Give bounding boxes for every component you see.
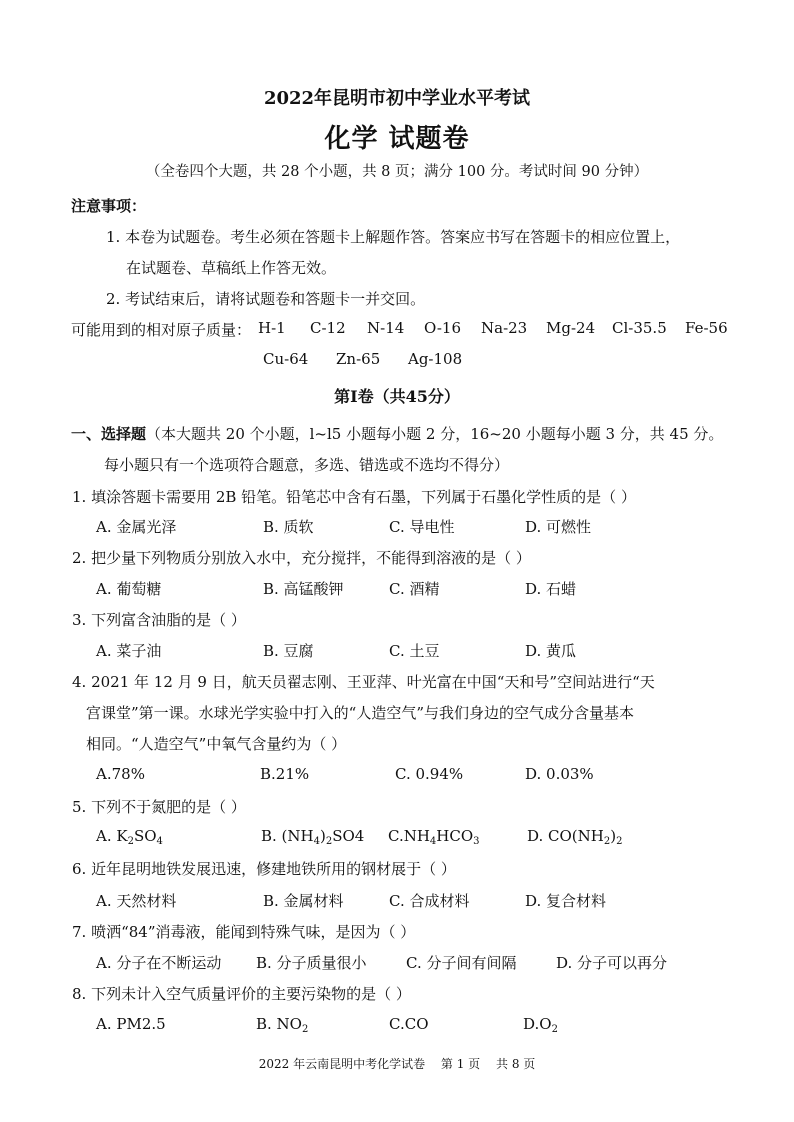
q6-option-b: B. 金属材料 bbox=[263, 892, 344, 910]
question-5-stem: 5. 下列不于氮肥的是（ ） bbox=[72, 798, 246, 816]
q2-option-d: D. 石蜡 bbox=[525, 580, 577, 598]
exam-info: （全卷四个大题，共 28 个小题，共 8 页；满分 100 分。考试时间 90 分钟） bbox=[145, 164, 649, 180]
exam-title: 2022年昆明市初中学业水平考试 bbox=[263, 88, 531, 109]
section-heading bbox=[71, 423, 723, 444]
footer-page-number: 第 1 页 bbox=[440, 1057, 481, 1071]
question-2-stem: 2. 把少量下列物质分别放入水中，充分搅拌，不能得到溶液的是（ ） bbox=[72, 549, 531, 567]
q3-option-c: C. 土豆 bbox=[389, 642, 440, 660]
q7-option-c: C. 分子间有间隔 bbox=[406, 954, 517, 972]
atomic-mass: Cu-64 bbox=[263, 350, 309, 368]
atomic-mass: Ag-108 bbox=[408, 350, 463, 368]
note-item-1-cont: 在试题卷、草稿纸上作答无效。 bbox=[126, 259, 337, 277]
q8-option-a: A. PM2.5 bbox=[96, 1015, 166, 1033]
atomic-mass: Fe-56 bbox=[685, 319, 728, 337]
note-item-1: 1. 本卷为试题卷。考生必须在答题卡上解题作答。答案应书写在答题卡的相应位置上， bbox=[106, 228, 681, 246]
q6-option-a: A. 天然材料 bbox=[96, 892, 177, 910]
section-title: 一、选择题 bbox=[71, 425, 147, 443]
notes-heading: 注意事项： bbox=[71, 197, 147, 215]
note-item-2: 2. 考试结束后，请将试题卷和答题卡一并交回。 bbox=[106, 290, 426, 308]
q1-option-a: A. 金属光泽 bbox=[96, 518, 177, 536]
q8-option-c: C.CO bbox=[389, 1015, 429, 1033]
question-1-stem: 1. 填涂答题卡需要用 2B 铅笔。铅笔芯中含有石墨，下列属于石墨化学性质的是（ ） bbox=[72, 488, 636, 506]
atomic-mass: O-16 bbox=[424, 319, 462, 337]
part-heading: 第Ⅰ卷（共45分） bbox=[334, 387, 460, 406]
q2-option-c: C. 酒精 bbox=[389, 580, 440, 598]
q4-option-c: C. 0.94% bbox=[395, 765, 464, 783]
q5-option-a: A. $K_2SO_4$ bbox=[96, 827, 163, 847]
q1-option-c: C. 导电性 bbox=[389, 518, 455, 536]
question-4-stem-cont: 宫课堂”第一课。水球光学实验中打入的“人造空气”与我们身边的空气成分含量基本 bbox=[86, 704, 635, 722]
question-6-stem: 6. 近年昆明地铁发展迅速，修建地铁所用的钢材展于（ ） bbox=[72, 860, 456, 878]
q7-option-b: B. 分子质量很小 bbox=[256, 954, 367, 972]
atomic-mass: C-12 bbox=[310, 319, 346, 337]
q4-option-b: B.21% bbox=[260, 765, 310, 783]
question-4-stem-cont: 相同。“人造空气”中氧气含量约为（ ） bbox=[86, 735, 347, 753]
atomic-mass: Na-23 bbox=[481, 319, 528, 337]
atomic-mass-label: 可能用到的相对原子质量： bbox=[71, 321, 252, 339]
q5-option-b: B. $(NH_4)_2SO4$ bbox=[261, 827, 365, 847]
q7-option-a: A. 分子在不断运动 bbox=[96, 954, 222, 972]
q4-option-a: A.78% bbox=[96, 765, 145, 783]
question-8-stem: 8. 下列未计入空气质量评价的主要污染物的是（ ） bbox=[72, 985, 411, 1003]
q1-option-b: B. 质软 bbox=[263, 518, 314, 536]
section-desc-cont: 每小题只有一个选项符合题意，多选、错选或不选均不得分） bbox=[104, 456, 510, 474]
q2-option-b: B. 高锰酸钾 bbox=[263, 580, 344, 598]
q1-option-d: D. 可燃性 bbox=[525, 518, 592, 536]
q3-option-d: D. 黄瓜 bbox=[525, 642, 577, 660]
q3-option-b: B. 豆腐 bbox=[263, 642, 314, 660]
subject-title: 化学 试题卷 bbox=[324, 124, 470, 154]
question-7-stem: 7. 喷洒“84”消毒液，能闻到特殊气味，是因为（ ） bbox=[72, 923, 416, 941]
atomic-mass: Mg-24 bbox=[546, 319, 596, 337]
atomic-mass: Cl-35.5 bbox=[612, 319, 667, 337]
atomic-mass: N-14 bbox=[367, 319, 405, 337]
q6-option-c: C. 合成材料 bbox=[389, 892, 470, 910]
q6-option-d: D. 复合材料 bbox=[525, 892, 607, 910]
question-4-stem: 4. 2021 年 12 月 9 日，航天员翟志刚、王亚萍、叶光富在中国“天和号”空间站进行“天 bbox=[72, 673, 655, 691]
footer-doc-title: 2022 年云南昆明中考化学试卷 bbox=[258, 1057, 426, 1071]
q5-option-c: $C.NH_4HCO_3$ bbox=[388, 827, 480, 847]
footer-total-pages: 共 8 页 bbox=[496, 1057, 536, 1071]
q8-option-b: B. $NO_2$ bbox=[256, 1015, 309, 1035]
page-footer bbox=[0, 1055, 794, 1072]
q5-option-d: D. $CO(NH_2)_2$ bbox=[527, 827, 623, 847]
atomic-mass: H-1 bbox=[258, 319, 286, 337]
q2-option-a: A. 葡萄糖 bbox=[96, 580, 162, 598]
atomic-mass: Zn-65 bbox=[336, 350, 381, 368]
section-desc: （本大题共 20 个小题，l~l5 小题每小题 2 分，16~20 小题每小题 3 分，共 45 分。 bbox=[146, 425, 724, 443]
q7-option-d: D. 分子可以再分 bbox=[556, 954, 668, 972]
q3-option-a: A. 菜子油 bbox=[96, 642, 162, 660]
q8-option-d: $D.O_2$ bbox=[523, 1015, 558, 1035]
q4-option-d: D. 0.03% bbox=[525, 765, 594, 783]
question-3-stem: 3. 下列富含油脂的是（ ） bbox=[72, 611, 246, 629]
